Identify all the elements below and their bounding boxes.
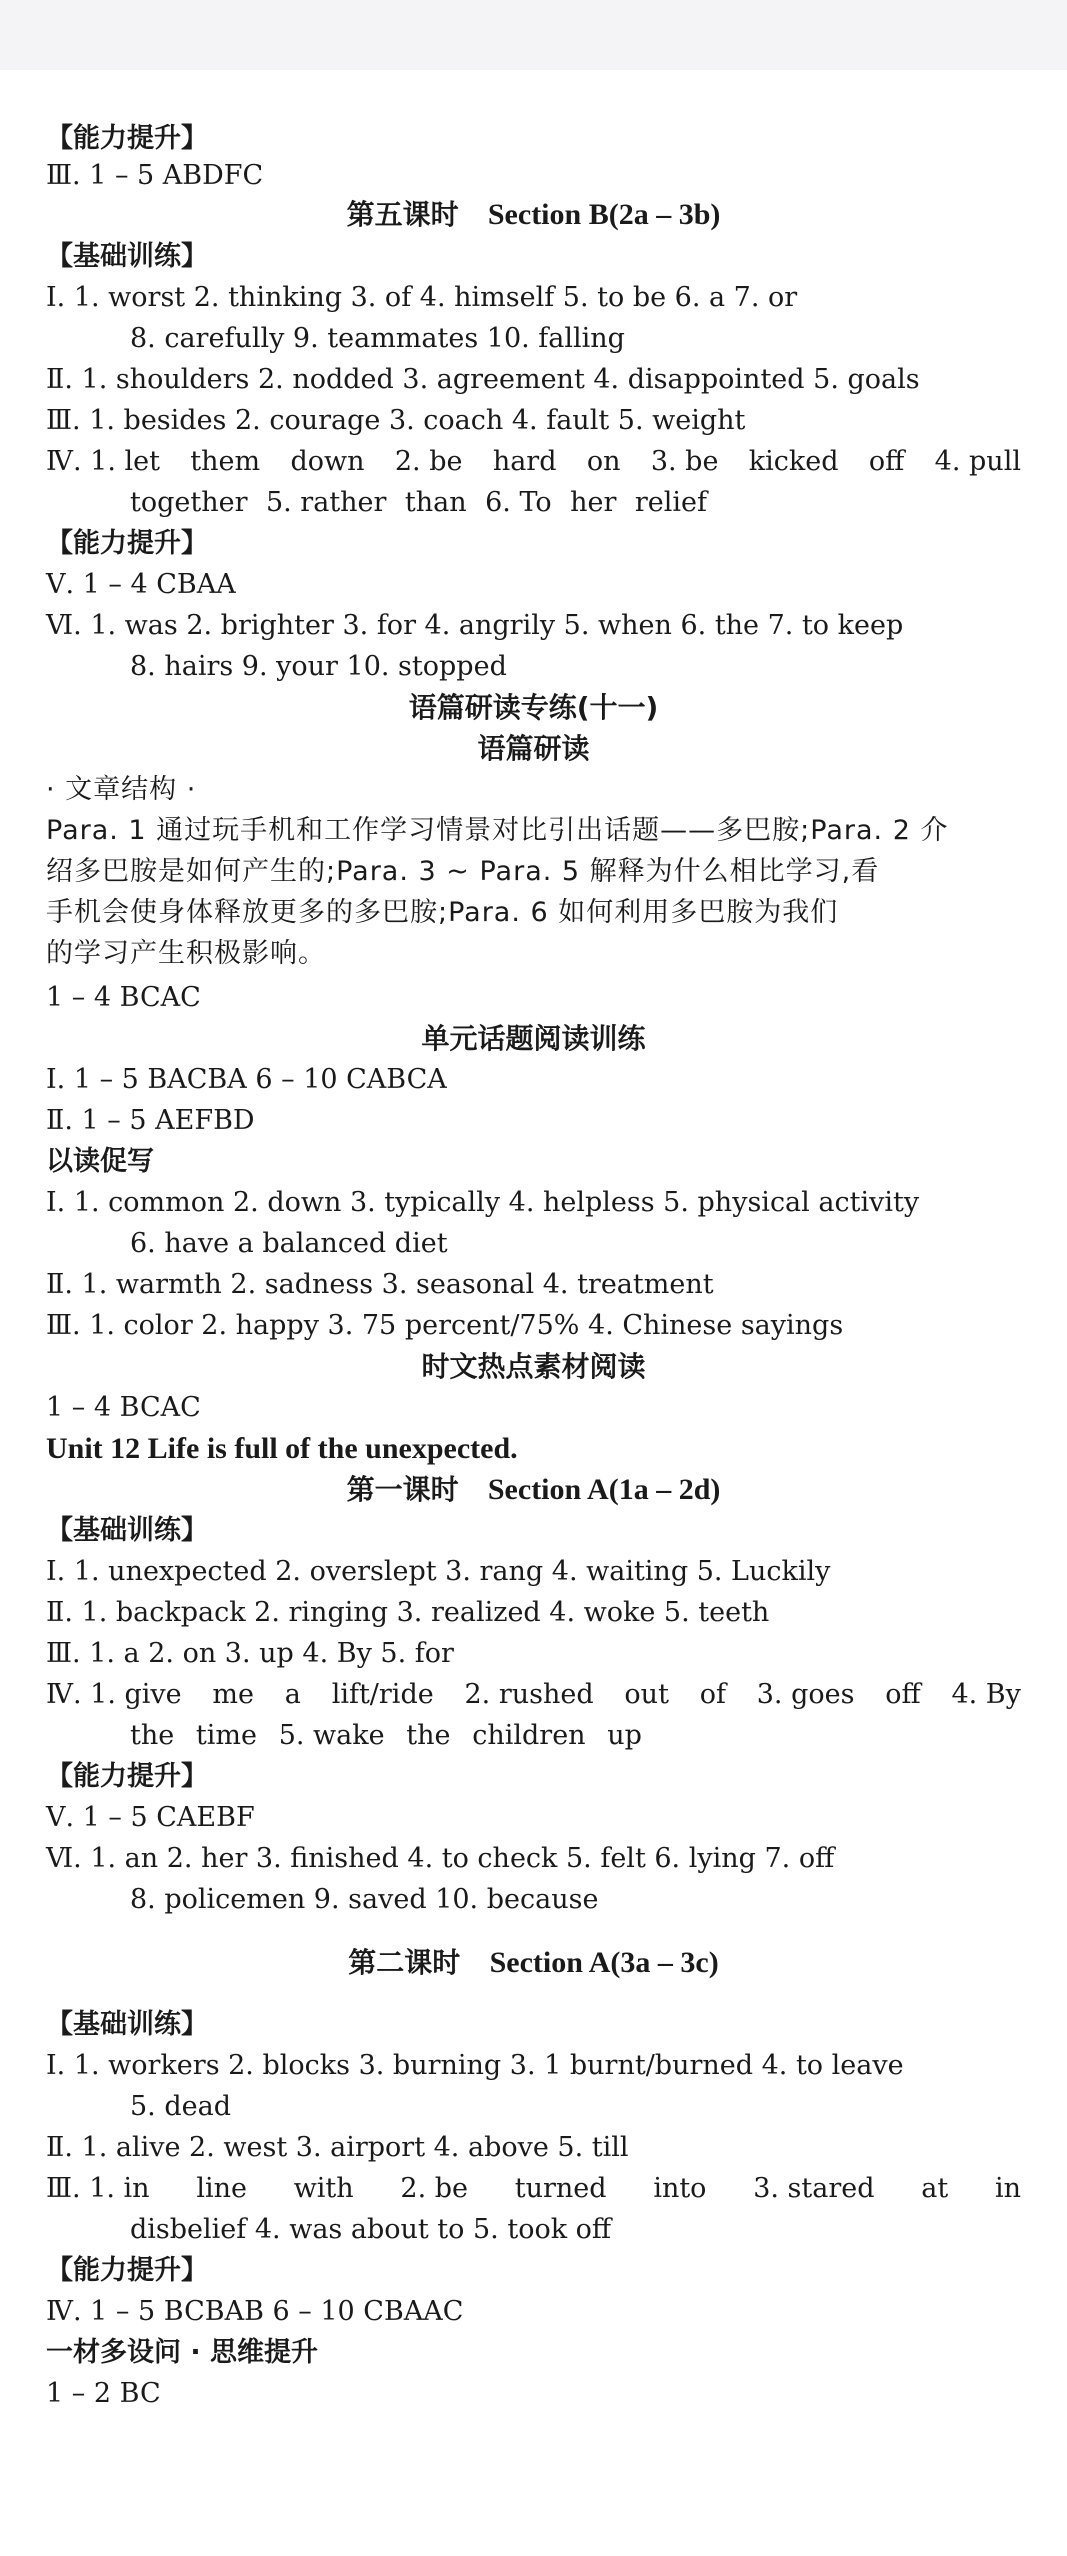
word: off bbox=[885, 1679, 921, 1710]
word: than bbox=[404, 487, 467, 518]
word: Ⅳ. 1. give bbox=[46, 1679, 182, 1710]
word: 3. goes bbox=[756, 1679, 855, 1710]
lesson-title bbox=[0, 197, 1067, 233]
answer-line-justified bbox=[130, 485, 707, 521]
answer-line-justified bbox=[46, 2171, 1021, 2207]
word: off bbox=[868, 446, 905, 477]
word: of bbox=[699, 1679, 726, 1710]
section-title: 单元话题阅读训练 bbox=[421, 1022, 646, 1055]
answer-line: Ⅰ. 1 – 5 BACBA 6 – 10 CABCA bbox=[46, 1064, 447, 1095]
paragraph-line: Para. 1 通过玩手机和工作学习情景对比引出话题——多巴胺;Para. 2 介 bbox=[46, 815, 949, 846]
lesson-title-cn: 第五课时 bbox=[346, 198, 459, 231]
answer-line: Ⅲ. 1 – 5 ABDFC bbox=[46, 160, 264, 191]
word: 4. pull bbox=[934, 446, 1021, 477]
word: hard bbox=[492, 446, 557, 477]
word: children bbox=[472, 1720, 586, 1751]
answer-line: 1 – 2 BC bbox=[46, 2378, 161, 2409]
heading-writing: 以读促写 bbox=[46, 1146, 154, 1177]
lesson-title-cn: 第二课时 bbox=[348, 1946, 461, 1979]
answer-line: 8. hairs 9. your 10. stopped bbox=[130, 651, 507, 682]
unit-title: Unit 12 Life is full of the unexpected. bbox=[46, 1432, 518, 1465]
section-title: 时文热点素材阅读 bbox=[421, 1350, 646, 1383]
answer-line: Ⅴ. 1 – 5 CAEBF bbox=[46, 1802, 255, 1833]
answer-line: Ⅰ. 1. unexpected 2. overslept 3. rang 4. waiting 5. Luckily bbox=[46, 1556, 831, 1587]
paragraph-line: 的学习产生积极影响。 bbox=[46, 938, 326, 969]
answer-line: Ⅵ. 1. an 2. her 3. finished 4. to check 5. felt 6. lying 7. off bbox=[46, 1843, 835, 1874]
answer-line: 8. policemen 9. saved 10. because bbox=[130, 1884, 599, 1915]
word: Ⅲ. 1. in bbox=[46, 2173, 150, 2204]
lesson-title-en: Section A(1a – 2d) bbox=[487, 1473, 721, 1506]
section-subtitle: 语篇研读 bbox=[477, 732, 590, 765]
heading-basic: 【基础训练】 bbox=[46, 2009, 208, 2040]
word: kicked bbox=[748, 446, 839, 477]
word: 5. rather bbox=[265, 487, 387, 518]
answer-line: Ⅵ. 1. was 2. brighter 3. for 4. angrily 5. when 6. the 7. to keep bbox=[46, 610, 904, 641]
word: 4. By bbox=[951, 1679, 1021, 1710]
word: 6. To bbox=[485, 487, 552, 518]
word: Ⅳ. 1. let bbox=[46, 446, 160, 477]
word: turned bbox=[514, 2173, 607, 2204]
word: 2. be bbox=[394, 446, 463, 477]
answer-line: 1 – 4 BCAC bbox=[46, 982, 201, 1013]
word: 3. be bbox=[650, 446, 719, 477]
word: down bbox=[290, 446, 365, 477]
section-title: 语篇研读专练(十一) bbox=[408, 691, 659, 724]
lesson-title bbox=[0, 1472, 1067, 1508]
word: lift/ride bbox=[331, 1679, 434, 1710]
word: time bbox=[195, 1720, 257, 1751]
answer-line: 5. dead bbox=[130, 2091, 231, 2122]
lesson-title-cn: 第一课时 bbox=[346, 1473, 459, 1506]
word: with bbox=[293, 2173, 354, 2204]
answer-line: Ⅴ. 1 – 4 CBAA bbox=[46, 569, 236, 600]
word: 5. wake bbox=[278, 1720, 385, 1751]
word: up bbox=[607, 1720, 642, 1751]
heading-ability: 【能力提升】 bbox=[46, 2255, 208, 2286]
word: 2. be bbox=[400, 2173, 469, 2204]
heading-basic: 【基础训练】 bbox=[46, 1515, 208, 1546]
lesson-title-en: Section A(3a – 3c) bbox=[489, 1946, 719, 1979]
top-margin bbox=[0, 0, 1067, 70]
word: out bbox=[624, 1679, 669, 1710]
heading-ability: 【能力提升】 bbox=[46, 1761, 208, 1792]
answer-line-justified bbox=[130, 1718, 642, 1754]
answer-line: Ⅰ. 1. workers 2. blocks 3. burning 3. 1 burnt/burned 4. to leave bbox=[46, 2050, 904, 2081]
paragraph-line: 绍多巴胺是如何产生的;Para. 3 ~ Para. 5 解释为什么相比学习,看 bbox=[46, 856, 880, 887]
answer-line: Ⅱ. 1. alive 2. west 3. airport 4. above 5. till bbox=[46, 2132, 629, 2163]
word: her bbox=[570, 487, 617, 518]
answer-line: Ⅱ. 1. warmth 2. sadness 3. seasonal 4. treatment bbox=[46, 1269, 714, 1300]
word: in bbox=[994, 2173, 1021, 2204]
word: 3. stared bbox=[753, 2173, 875, 2204]
answer-line: Ⅱ. 1 – 5 AEFBD bbox=[46, 1105, 255, 1136]
word: me bbox=[212, 1679, 255, 1710]
lesson-title-en: Section B(2a – 3b) bbox=[487, 198, 721, 231]
word: them bbox=[190, 446, 261, 477]
answer-line: Ⅲ. 1. besides 2. courage 3. coach 4. fault 5. weight bbox=[46, 405, 746, 436]
answer-line: Ⅰ. 1. worst 2. thinking 3. of 4. himself 5. to be 6. a 7. or bbox=[46, 282, 798, 313]
paragraph-line: 手机会使身体释放更多的多巴胺;Para. 6 如何利用多巴胺为我们 bbox=[46, 897, 839, 928]
word: together bbox=[130, 487, 248, 518]
answer-line: 8. carefully 9. teammates 10. falling bbox=[130, 323, 625, 354]
heading-thinking: 一材多设问 · 思维提升 bbox=[46, 2337, 319, 2368]
answer-line: Ⅱ. 1. backpack 2. ringing 3. realized 4. woke 5. teeth bbox=[46, 1597, 770, 1628]
answer-line: Ⅲ. 1. color 2. happy 3. 75 percent/75% 4. Chinese sayings bbox=[46, 1310, 844, 1341]
answer-line: Ⅰ. 1. common 2. down 3. typically 4. helpless 5. physical activity bbox=[46, 1187, 920, 1218]
word: a bbox=[284, 1679, 301, 1710]
word: line bbox=[196, 2173, 247, 2204]
answer-line: 1 – 4 BCAC bbox=[46, 1392, 201, 1423]
answer-line: 6. have a balanced diet bbox=[130, 1228, 448, 1259]
word: 2. rushed bbox=[464, 1679, 594, 1710]
answer-line-justified bbox=[46, 444, 1021, 480]
word: the bbox=[406, 1720, 451, 1751]
answer-line: disbelief 4. was about to 5. took off bbox=[130, 2214, 612, 2245]
word: relief bbox=[634, 487, 707, 518]
answer-line: Ⅳ. 1 – 5 BCBAB 6 – 10 CBAAC bbox=[46, 2296, 464, 2327]
lesson-title bbox=[0, 1945, 1067, 1981]
structure-tag: · 文章结构 · bbox=[46, 774, 197, 805]
heading-ability: 【能力提升】 bbox=[46, 123, 208, 154]
word: on bbox=[586, 446, 621, 477]
heading-basic: 【基础训练】 bbox=[46, 241, 208, 272]
word: at bbox=[921, 2173, 949, 2204]
word: the bbox=[130, 1720, 175, 1751]
heading-ability: 【能力提升】 bbox=[46, 528, 208, 559]
word: into bbox=[653, 2173, 707, 2204]
answer-line: Ⅱ. 1. shoulders 2. nodded 3. agreement 4. disappointed 5. goals bbox=[46, 364, 920, 395]
answer-line-justified bbox=[46, 1677, 1021, 1713]
answer-line: Ⅲ. 1. a 2. on 3. up 4. By 5. for bbox=[46, 1638, 454, 1669]
